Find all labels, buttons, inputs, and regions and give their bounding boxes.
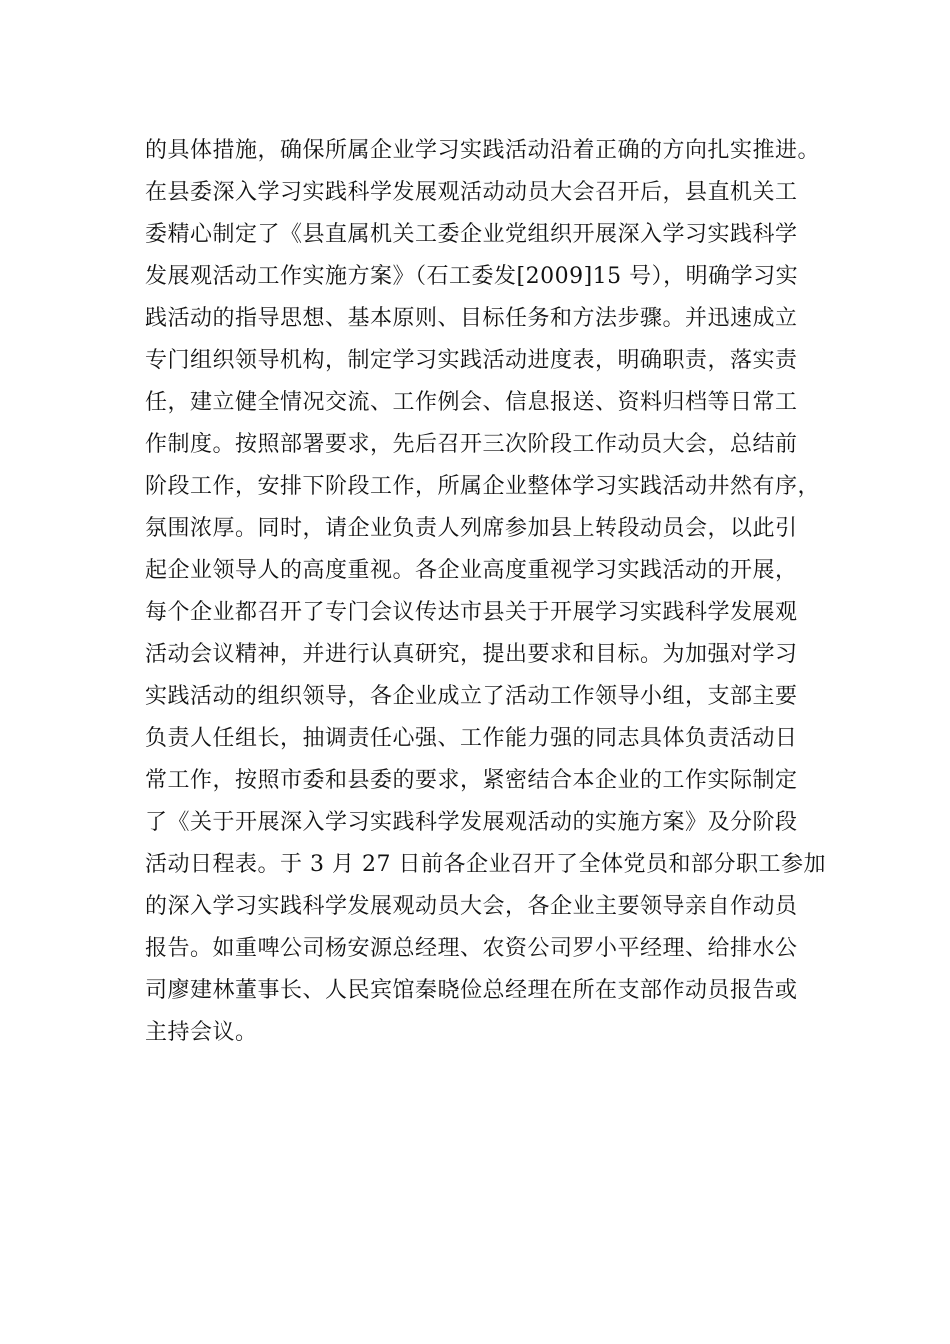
text-line: 报告。如重啤公司杨安源总经理、农资公司罗小平经理、给排水公	[145, 936, 798, 961]
text-line: 主持会议。	[145, 1020, 258, 1045]
text-line: 在县委深入学习实践科学发展观活动动员大会召开后，县直机关工	[145, 180, 798, 205]
text-line: 委精心制定了《县直属机关工委企业党组织开展深入学习实践科学	[145, 222, 798, 247]
text-line: 发展观活动工作实施方案》（石工委发[2009]15 号），明确学习实	[145, 264, 799, 289]
text-line: 了《关于开展深入学习实践科学发展观活动的实施方案》及分阶段	[145, 810, 798, 835]
text-line: 负责人任组长，抽调责任心强、工作能力强的同志具体负责活动日	[145, 726, 798, 751]
text-line: 阶段工作，安排下阶段工作，所属企业整体学习实践活动井然有序，	[145, 474, 821, 499]
text-line: 任，建立健全情况交流、工作例会、信息报送、资料归档等日常工	[145, 390, 798, 415]
text-line: 实践活动的组织领导，各企业成立了活动工作领导小组，支部主要	[145, 684, 798, 709]
text-line: 起企业领导人的高度重视。各企业高度重视学习实践活动的开展，	[145, 558, 798, 583]
text-line: 专门组织领导机构，制定学习实践活动进度表，明确职责，落实责	[145, 348, 798, 373]
text-line: 践活动的指导思想、基本原则、目标任务和方法步骤。并迅速成立	[145, 306, 798, 331]
text-line: 的具体措施，确保所属企业学习实践活动沿着正确的方向扎实推进。	[145, 138, 821, 163]
text-line: 活动会议精神，并进行认真研究，提出要求和目标。为加强对学习	[145, 642, 798, 667]
text-line: 每个企业都召开了专门会议传达市县关于开展学习实践科学发展观	[145, 600, 798, 625]
text-line: 的深入学习实践科学发展观动员大会，各企业主要领导亲自作动员	[145, 894, 798, 919]
text-line: 常工作，按照市委和县委的要求，紧密结合本企业的工作实际制定	[145, 768, 798, 793]
body-paragraph	[145, 130, 825, 1054]
text-line: 活动日程表。于 3 月 27 日前各企业召开了全体党员和部分职工参加	[145, 852, 826, 877]
text-line: 作制度。按照部署要求，先后召开三次阶段工作动员大会，总结前	[145, 432, 798, 457]
text-line: 氛围浓厚。同时，请企业负责人列席参加县上转段动员会，以此引	[145, 516, 798, 541]
text-line: 司廖建林董事长、人民宾馆秦晓俭总经理在所在支部作动员报告或	[145, 978, 798, 1003]
